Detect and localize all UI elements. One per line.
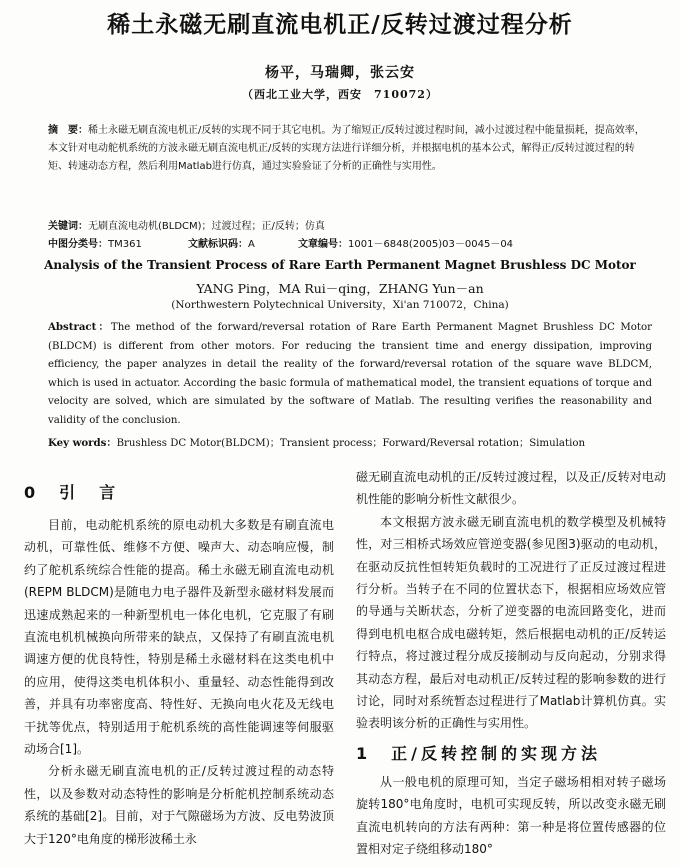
keywords-cn-label: 关键词：	[48, 221, 88, 232]
abstract-en	[48, 318, 652, 430]
abstract-cn-text: 稀土永磁无刷直流电机正/反转的实现不同于其它电机。为了缩短正/反转过渡过程时间，减小过渡过程中能量损耗，提高效率，本文针对电动舵机系统的方波永磁无刷直流电机正/反转的实现方法进行详细分析，并根据电机的基本公式，解得正/反转过渡过程的转矩、转速动态方程，然后利用Matlab进行仿真，通过实验验证了分析的正确性与实用性。	[48, 125, 645, 172]
paper-title-en: Analysis of the Transient Process of Rare Earth Permanent Magnet Brushless DC Motor	[44, 258, 636, 272]
keywords-en	[48, 434, 652, 449]
authors-cn: 杨平，马瑞卿，张云安	[265, 65, 415, 81]
metadata-cn	[48, 218, 648, 254]
clc-value: TM361	[108, 239, 142, 250]
intro-paragraph-1: 目前，电动舵机系统的原电动机大多数是有刷直流电动机，可靠性低、维修不方便、噪声大、动态响应慢，制约了舵机系统综合性能的提高。稀土永磁无刷直流电动机(REPM BLDCM)是随电力电子器件及新型永磁材料发展而迅速成熟起来的一种新型机电一体化电机，它克服了有刷直流电机机械换向所带来的缺点，又保持了有刷直流电机调速方便的优良特性，特别是稀土永磁材料在这类电机中的应用，使得这类电机体积小、重量轻、动态性能得到改善，并具有功率密度高、特性好、无换向电火花及无线电干扰等优点，特别适用于舵机系统的高性能调速等伺服驱动场合[1]。	[24, 518, 334, 757]
intro-paragraph-2: 分析永磁无刷直流电机的正/反转过渡过程的动态特性，以及参数对动态特性的影响是分析舵机控制系统动态系统的基础[2]。目前，对于气隙磁场为方波、反电势波顶大于120°电角度的梯形波稀土永	[24, 764, 334, 846]
abstract-cn	[48, 122, 648, 176]
classification-row	[48, 236, 648, 254]
abstract-cn-label: 摘 要：	[48, 125, 88, 136]
article-no-label: 文章编号：	[298, 239, 348, 250]
section1-paragraph-1: 从一般电机的原理可知，当定子磁场相相对转子磁场旋转180°电角度时，电机可实现反转，所以改变永磁无刷直流电机转向的方法有两种：第一种是将位置传感器的位置相对定子绕组移动180°	[356, 774, 666, 857]
section-heading-intro: 0 引 言	[24, 483, 120, 502]
affiliation-cn: （西北工业大学，西安 710072）	[242, 88, 438, 101]
doc-code-value: A	[248, 239, 255, 250]
right-paragraph-2: 本文根据方波永磁无刷直流电机的数学模型及机械特性，对三相桥式场效应管逆变器(参见图3)驱动的电动机，在驱动反抗性恒转矩负载时的工况进行了正反过渡过程进行分析。当转子在不同的位置状态下，根据相应场效应管的导通与关断状态，分析了逆变器的电流回路变化，进而得到电机电枢合成电磁转矩，然后根据电动机的正/反转运行特点，将过渡过程分成反接制动与反向起动，分别求得其动态方程，最后对电动机正/反转过程的影响参数的进行讨论，同时对系统暂态过程进行了Matlab计算机仿真。实验表明该分析的正确性与实用性。	[356, 514, 666, 731]
abstract-en-text: The method of the forward/reversal rotation of Rare Earth Permanent Magnet Brushless DC Motor (BLDCM) is different from other motors. For reducing the transient time and energy dissipation, improving efficiency, the paper analyzes in detail the reality of the forward/reversal rotation of the square wave BLDCM, which is used in actuator. According the basic formula of mathematical model, the transient equations of torque and velocity are solved, which are simulated by the software of Matlab. The resulting verifies the reasonability and validity of the conclusion.	[48, 322, 652, 426]
abstract-en-label: Abstract：	[48, 321, 111, 333]
body-column-left	[24, 478, 334, 850]
right-paragraph-continuation: 磁无刷直流电动机的正/反转过渡过程，以及正/反转对电动机性能的影响分析性文献很少。	[356, 470, 666, 507]
keywords-en-label: Key words：	[48, 437, 117, 449]
body-column-right	[356, 466, 666, 861]
clc-label: 中图分类号：	[48, 239, 108, 250]
affiliation-en: (Northwestern Polytechnical University，Xi'an 710072，China)	[171, 299, 509, 311]
keywords-cn	[48, 218, 648, 236]
paper-title-cn: 稀土永磁无刷直流电机正/反转过渡过程分析	[107, 12, 573, 38]
article-no-value: 1001－6848(2005)03－0045－04	[348, 239, 514, 250]
doc-code-label: 文献标识码：	[188, 239, 248, 250]
authors-en: YANG Ping，MA Rui－qing，ZHANG Yun－an	[196, 281, 484, 296]
keywords-cn-text: 无刷直流电动机(BLDCM)；过渡过程；正/反转；仿真	[88, 221, 325, 232]
section-heading-1: 1 正/反转控制的实现方法	[356, 743, 601, 763]
keywords-en-text: Brushless DC Motor(BLDCM)；Transient process；Forward/Reversal rotation；Simulation	[116, 438, 586, 449]
